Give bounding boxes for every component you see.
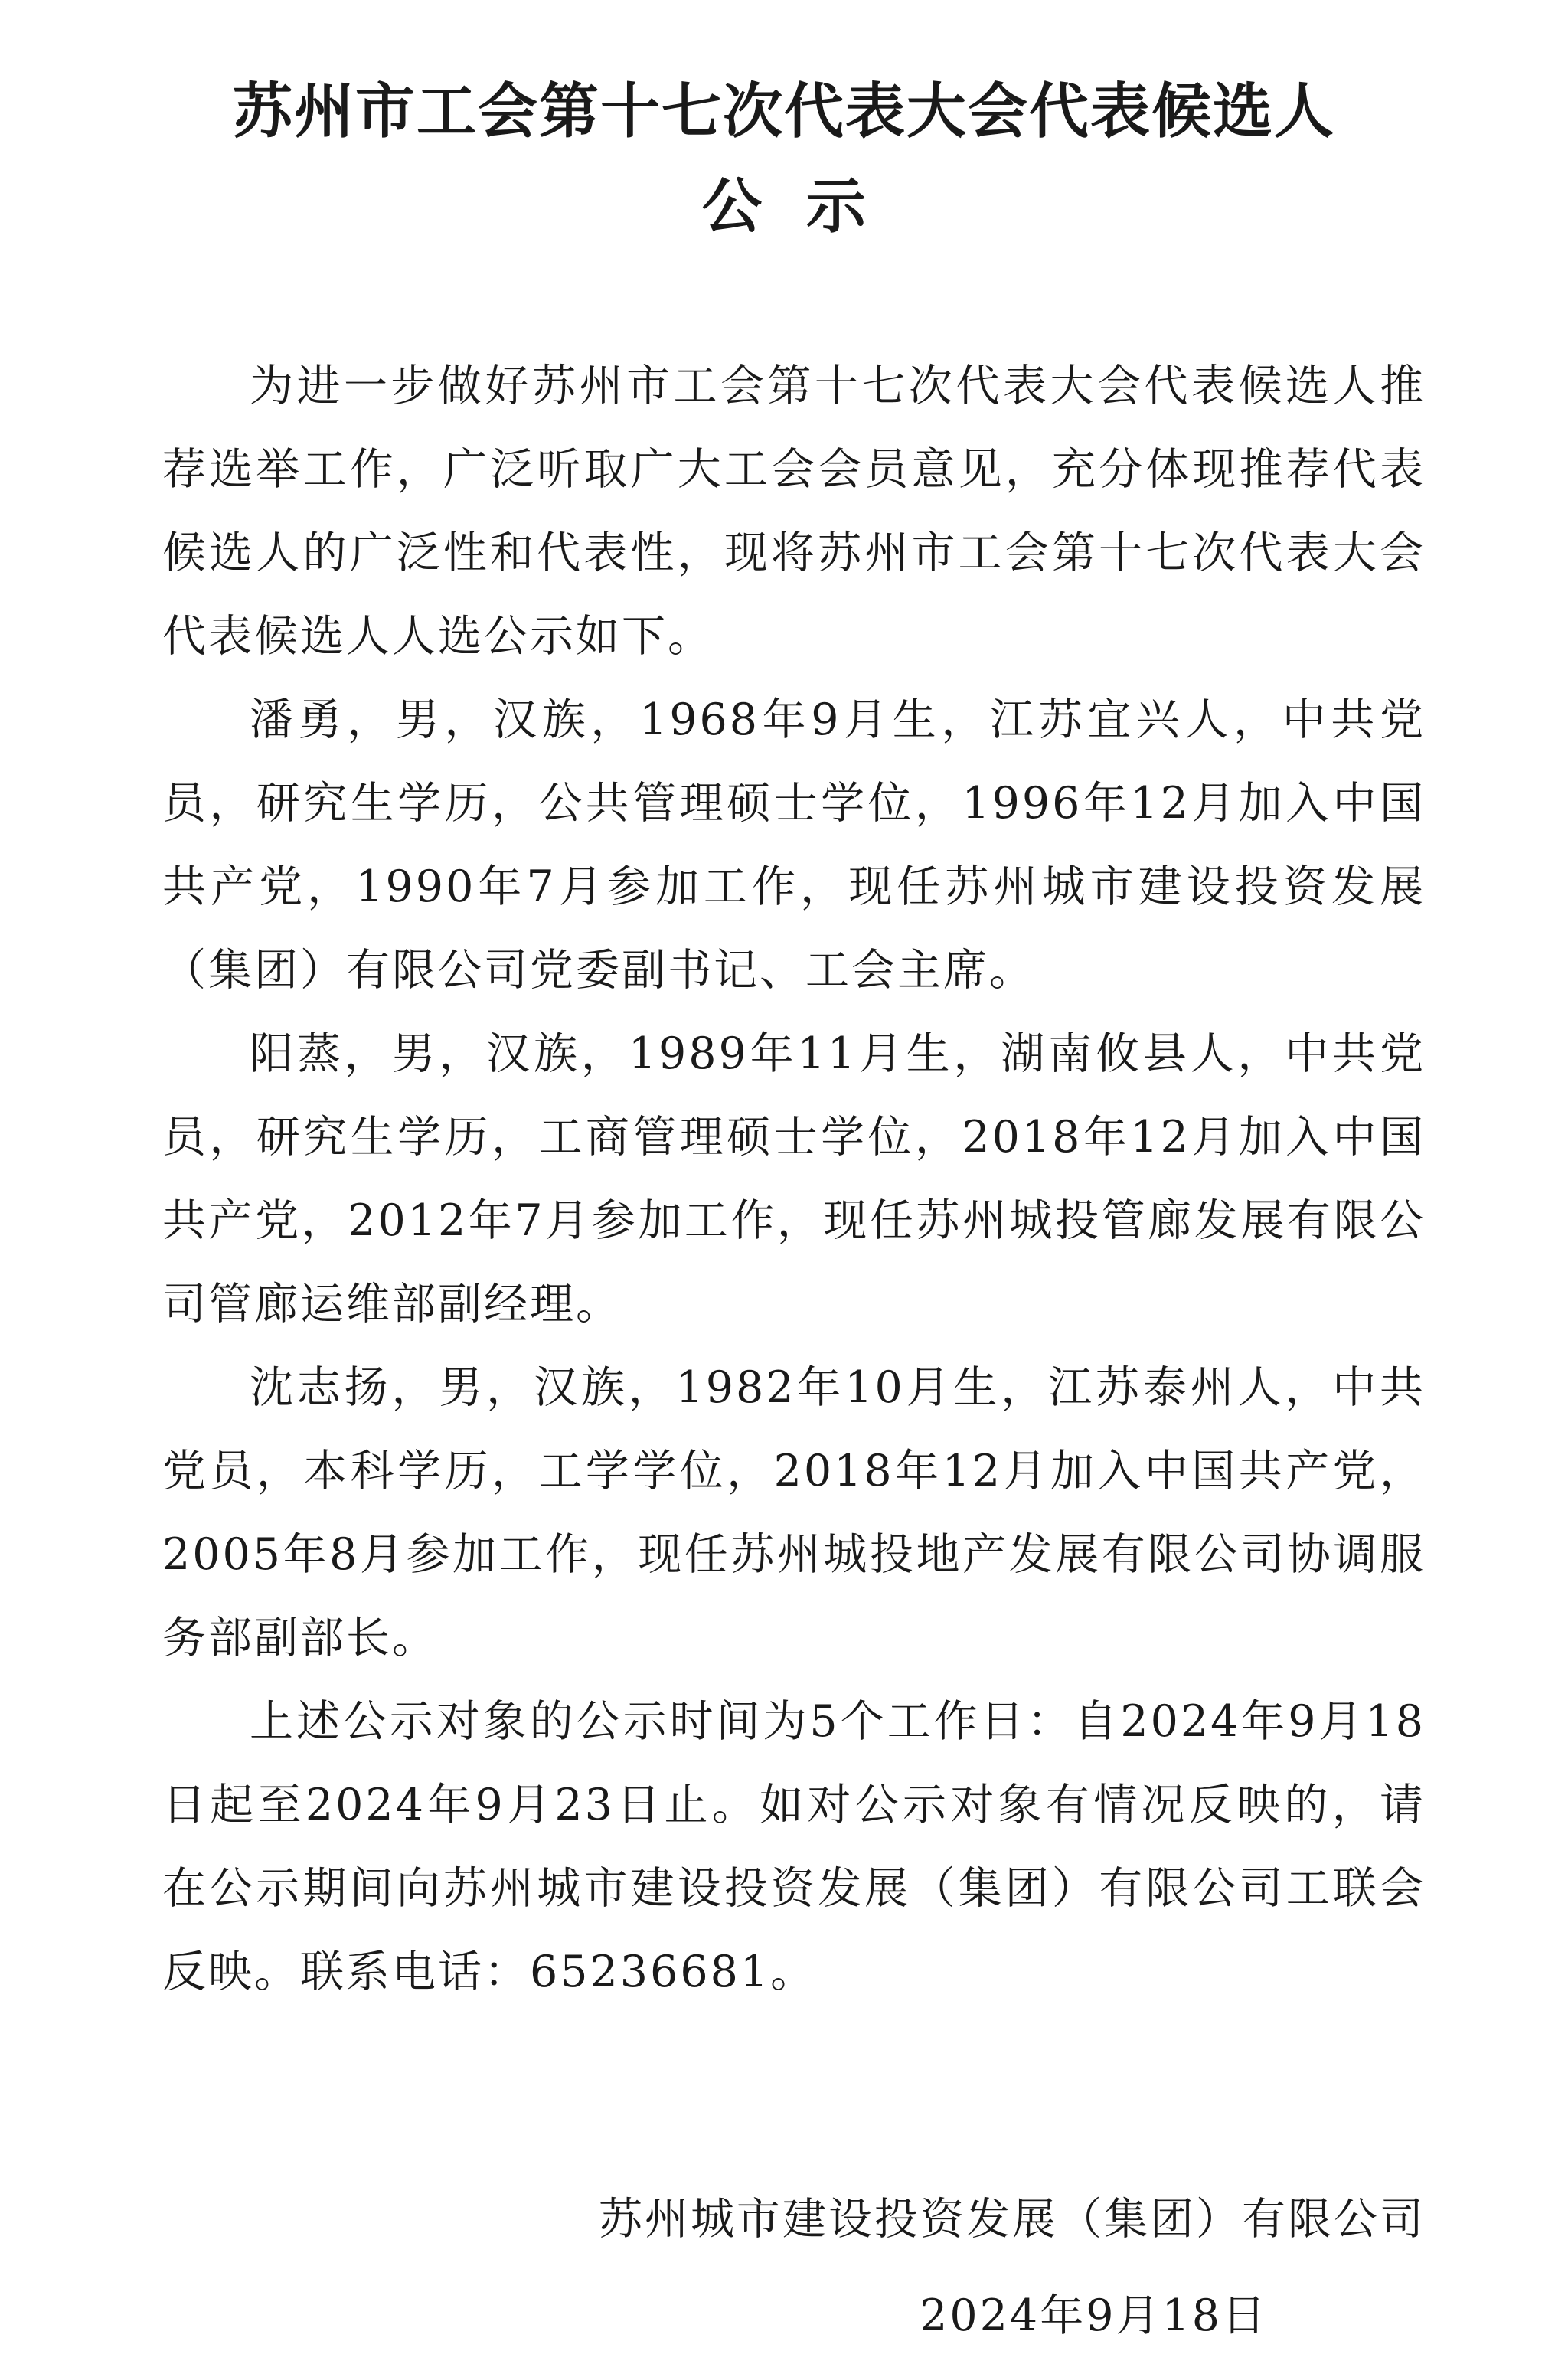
document-title: 苏州市工会第十七次代表大会代表候选人 <box>232 77 1335 146</box>
candidate-paragraph-pan-yong: 潘勇，男，汉族，1968年9月生，江苏宜兴人，中共党员，研究生学历，公共管理硕士学位，1996年12月加入中国共产党，1990年7月参加工作，现任苏州城市建设投资发展（集团）有限公司党委副书记、工会主席。 <box>162 695 1426 996</box>
document-body <box>162 345 1426 2014</box>
intro-paragraph: 为进一步做好苏州市工会第十七次代表大会代表候选人推荐选举工作，广泛听取广大工会会员意见，充分体现推荐代表候选人的广泛性和代表性，现将苏州市工会第十七次代表大会代表候选人人选公示如下。 <box>162 361 1426 662</box>
candidate-paragraph-shen-zhiyang: 沈志扬，男，汉族，1982年10月生，江苏泰州人，中共党员，本科学历，工学学位，2018年12月加入中国共产党，2005年8月参加工作，现任苏州城投地产发展有限公司协调服务部副部长。 <box>162 1362 1426 1663</box>
signature-organization: 苏州城市建设投资发展（集团）有限公司 <box>599 2194 1426 2245</box>
signature-date: 2024年9月18日 <box>920 2290 1268 2341</box>
notice-period-paragraph: 上述公示对象的公示时间为5个工作日：自2024年9月18日起至2024年9月23日止。如对公示对象有情况反映的，请在公示期间向苏州城市建设投资发展（集团）有限公司工联会反映。联系电话：65236681。 <box>162 1696 1426 1997</box>
document-subtitle: 公示 <box>701 172 910 241</box>
candidate-paragraph-yang-zheng: 阳蒸，男，汉族，1989年11月生，湖南攸县人，中共党员，研究生学历，工商管理硕士学位，2018年12月加入中国共产党，2012年7月参加工作，现任苏州城投管廊发展有限公司管廊运维部副经理。 <box>162 1028 1426 1329</box>
